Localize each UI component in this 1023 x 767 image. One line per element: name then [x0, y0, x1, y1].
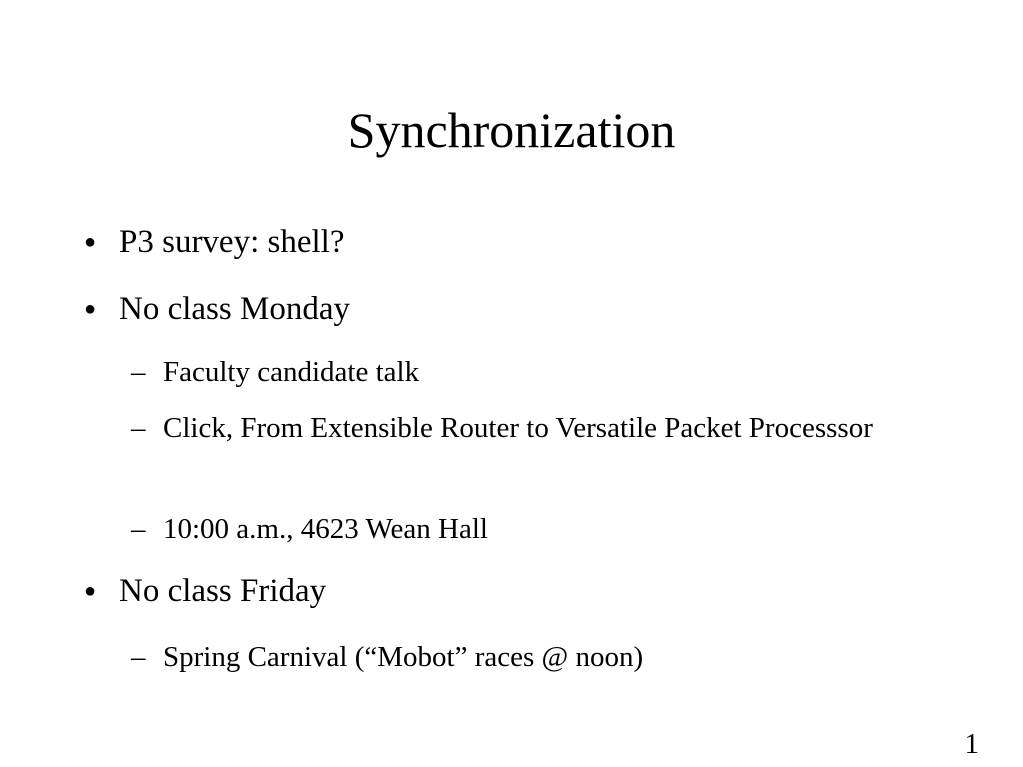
bullet-dot-icon: ● — [84, 580, 97, 602]
sub-bullet-text: 10:00 a.m., 4623 Wean Hall — [163, 513, 488, 545]
page-number: 1 — [964, 728, 979, 760]
bullet-dot-icon: ● — [84, 231, 97, 253]
sub-bullet-text: Faculty candidate talk — [163, 356, 420, 388]
bullet-text: No class Friday — [119, 573, 327, 609]
en-dash-icon: – — [131, 641, 146, 673]
en-dash-icon: – — [131, 412, 146, 444]
slide-title: Synchronization — [347, 102, 676, 158]
sub-bullet-text: Spring Carnival (“Mobot” races @ noon) — [163, 641, 644, 673]
bullet-text: P3 survey: shell? — [119, 224, 345, 260]
bullet-dot-icon: ● — [84, 298, 97, 320]
bullet-text: No class Monday — [119, 291, 350, 327]
sub-bullet-text: Click, From Extensible Router to Versatile Packet Processsor — [163, 412, 873, 444]
en-dash-icon: – — [131, 356, 146, 388]
en-dash-icon: – — [131, 513, 146, 545]
